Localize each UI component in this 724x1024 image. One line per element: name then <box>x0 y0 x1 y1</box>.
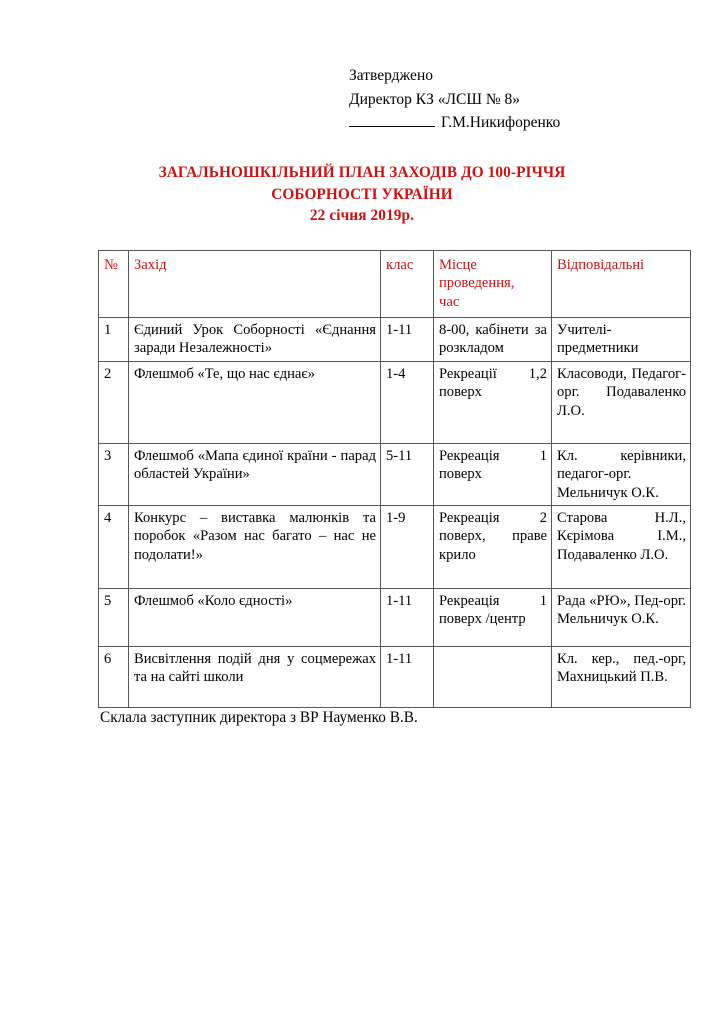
column-header-number: № <box>99 251 129 318</box>
cell-event: Флешмоб «Те, що нас єднає» <box>129 361 381 443</box>
column-header-class: клас <box>381 251 434 318</box>
cell-number: 2 <box>99 361 129 443</box>
cell-number: 5 <box>99 588 129 646</box>
cell-class: 1-11 <box>381 646 434 707</box>
cell-event: Флешмоб «Коло єдності» <box>129 588 381 646</box>
cell-number: 4 <box>99 505 129 588</box>
column-header-place-line-1: Місце <box>439 257 477 273</box>
column-header-place-line-2: проведення, <box>439 275 515 292</box>
table-row <box>99 588 691 646</box>
approval-block <box>349 64 679 135</box>
title-line-1: ЗАГАЛЬНОШКІЛЬНИЙ ПЛАН ЗАХОДІВ ДО 100-РІЧЧЯ <box>158 164 566 181</box>
cell-responsible: Кл. кер., пед.-орг, Махницький П.В. <box>552 646 691 707</box>
cell-class: 1-4 <box>381 361 434 443</box>
column-header-place <box>434 251 552 318</box>
cell-event: Висвітлення подій дня у соцмережах та на сайті школи <box>129 646 381 707</box>
cell-number: 1 <box>99 318 129 362</box>
cell-responsible: Класоводи, Педагог-орг. Подаваленко Л.О. <box>552 361 691 443</box>
approval-line-director: Директор КЗ «ЛСШ № 8» <box>349 90 521 108</box>
cell-event: Конкурс – виставка малюнків та поробок «Разом нас багато – нас не подолати!» <box>129 505 381 588</box>
column-header-place-line-3: час <box>439 293 460 310</box>
approval-signatory-name: Г.М.Никифоренко <box>441 114 561 132</box>
cell-place: Рекреація 1 поверх <box>434 443 552 505</box>
events-plan-table <box>98 250 691 708</box>
cell-responsible: Кл. керівники, педагог-орг. Мельничук О.К. <box>552 443 691 505</box>
approval-signature-line <box>349 111 679 135</box>
cell-event: Єдиний Урок Соборності «Єднання заради Незалежності» <box>129 318 381 362</box>
column-header-event: Захід <box>129 251 381 318</box>
table-row <box>99 443 691 505</box>
cell-place <box>434 646 552 707</box>
cell-responsible: Учителі-предметники <box>552 318 691 362</box>
cell-place: 8-00, кабінети за розкладом <box>434 318 552 362</box>
cell-responsible: Старова Н.Л., Кєрімова І.М., Подаваленко Л.О. <box>552 505 691 588</box>
table-row <box>99 361 691 443</box>
approval-line-approved: Затверджено <box>349 67 433 84</box>
table-header-row <box>99 251 691 318</box>
title-line-2: СОБОРНОСТІ УКРАЇНИ <box>271 185 453 203</box>
cell-responsible: Рада «РЮ», Пед-орг. Мельничук О.К. <box>552 588 691 646</box>
cell-class: 1-9 <box>381 505 434 588</box>
cell-place: Рекреація 2 поверх, праве крило <box>434 505 552 588</box>
footer-note: Склала заступник директора з ВР Науменко В.В. <box>100 709 418 726</box>
page-title <box>62 162 662 227</box>
table-row <box>99 505 691 588</box>
table-row <box>99 646 691 707</box>
table-row <box>99 318 691 362</box>
cell-class: 5-11 <box>381 443 434 505</box>
signature-rule <box>349 113 435 127</box>
cell-place: Рекреації 1,2 поверх <box>434 361 552 443</box>
title-date: 22 січня 2019р. <box>309 207 415 225</box>
cell-class: 1-11 <box>381 588 434 646</box>
cell-place: Рекреація 1 поверх /центр <box>434 588 552 646</box>
cell-number: 3 <box>99 443 129 505</box>
cell-class: 1-11 <box>381 318 434 362</box>
cell-number: 6 <box>99 646 129 707</box>
cell-event: Флешмоб «Мапа єдиної країни - парад областей України» <box>129 443 381 505</box>
column-header-responsible: Відповідальні <box>552 251 691 318</box>
